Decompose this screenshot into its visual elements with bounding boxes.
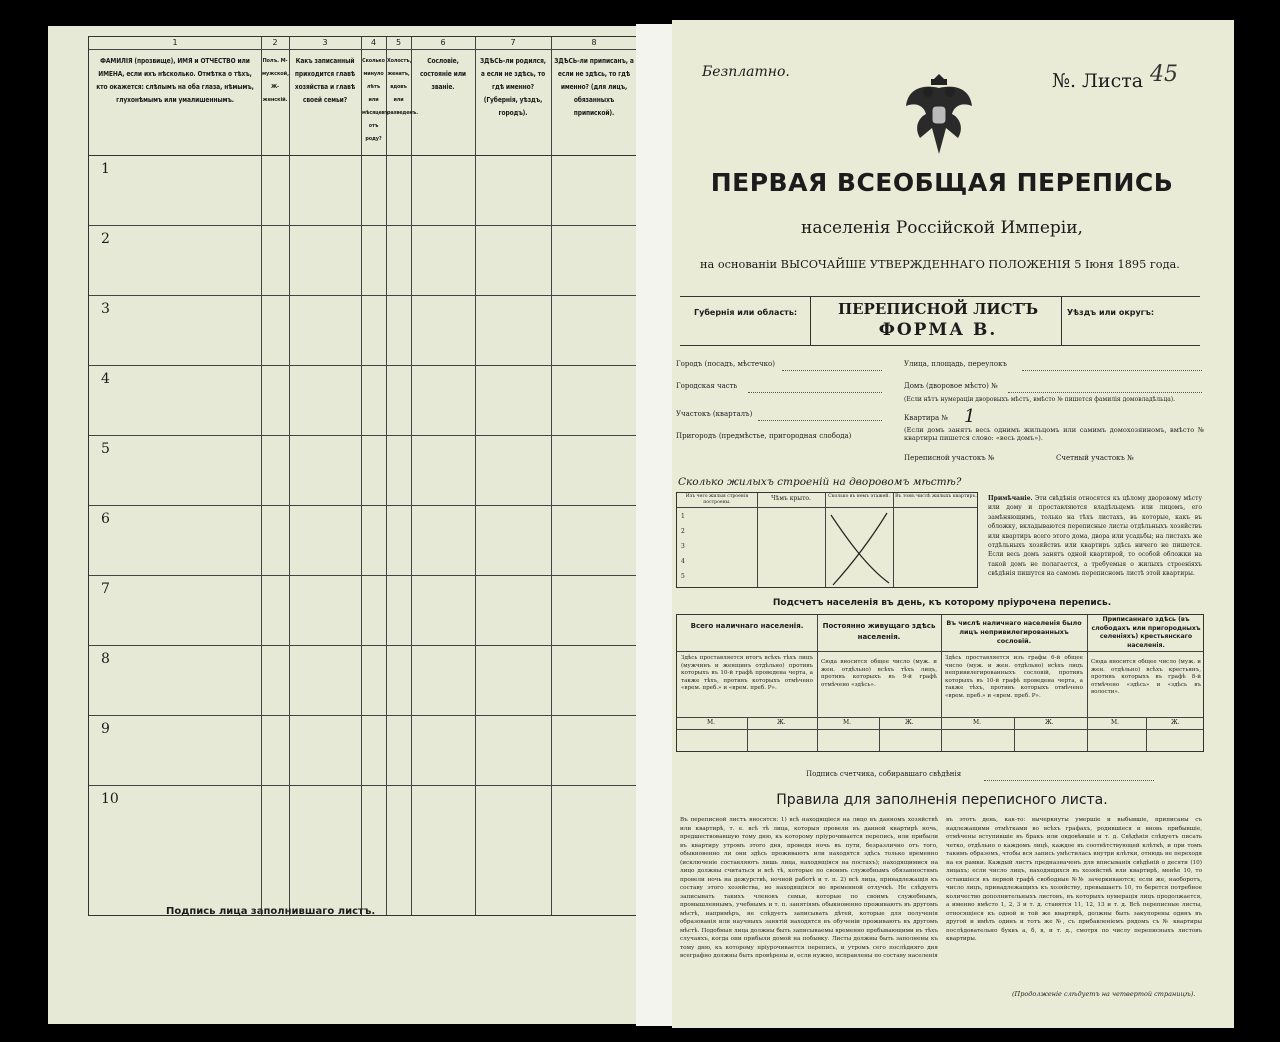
column-number: 3 xyxy=(322,38,328,47)
count-title: Подсчетъ населенія въ день, къ которому пріурочена перепись. xyxy=(772,598,1112,608)
column-number: 2 xyxy=(272,38,278,47)
buildings-table xyxy=(676,492,978,588)
column-divider xyxy=(941,615,942,751)
count-header-permanent: Постоянно живущаго здѣсь населенія. xyxy=(822,622,936,641)
rules-column-1: Въ переписной листъ вносятся: 1) всѣ находящіеся на лицо въ данномъ хозяйствѣ или квартирѣ, т. е. всѣ тѣ лица, которыя провели въ данной квартирѣ ночь, предшествовавшую тому дню, къ которому пріурочивается перепись, или прибыли въ квартиру утромъ этого дня, проведя ночь въ пути, безразлично отъ того, обыкновенно ли они здѣсь проживаютъ или находятся здѣсь только временно (исключеніе составляютъ лишь лица, находящіяся на постахъ); находящимися на лицо должны считаться и всѣ тѣ, которые по своимъ служебнымъ обязанностямъ провели ночь на дежурствѣ, ночной работѣ и т. п. 2) всѣ лица, принадлежащія къ составу этого хозяйства, но находящіяся во временной отлучкѣ. Не слѣдуетъ записывать такихъ членовъ семьи, которые по своимъ служебнымъ, промышленнымъ, учебнымъ и т. п. занятіямъ обыкновенно проживаютъ въ другомъ мѣстѣ, напримѣръ, не слѣдуетъ записывать дѣтей, которые для полученія образованія или научныхъ занятій находятся въ обученіи проживаютъ въ другомъ мѣстѣ. Подобныя лица должны быть записываемы временно пребывающими въ тѣхъ случаяхъ, когда они прибыли домой на побывку. Листы должны быть заполнены къ тому дню, къ которому пріурочивается перепись, и утромъ сего послѣдняго дня всеграфно должны быть провѣрены и, если нужно, исправлены по составу населенія xyxy=(680,817,938,959)
house-label: Домъ (дворовое мѣсто) № xyxy=(904,382,998,390)
column-number: 4 xyxy=(370,38,377,47)
counter-signature-label: Подпись счетчика, собиравшаго свѣдѣнія xyxy=(806,770,962,778)
column-divider xyxy=(411,37,412,915)
count-text-present: Здѣсь проставляется итогъ всѣхъ тѣхъ лицъ (мужчинъ и женщинъ отдѣльно) противъ которыхъ въ 10-й графѣ проведена черта, а также тѣхъ, противъ которыхъ отмѣчено «врем. преб.» и «врем. преб. Р». xyxy=(681,655,813,692)
street-label: Улица, площадь, переулокъ xyxy=(904,360,1007,368)
census-area-label: Переписной участокъ № xyxy=(904,454,995,462)
buildings-header-material: Изъ чего жилыя строенія построены. xyxy=(685,494,749,505)
city-part-label: Городская часть xyxy=(676,382,738,390)
rules-column-2: въ этотъ день, как-то: вычеркнуты умершіе и выбывшіе, приписаны съ надлежащими отмѣтками во всѣхъ графахъ, родившіеся и вновь прибывшіе, отмѣчены вступившіе въ бракъ или овдовѣвшіе и т. д. Свѣдѣнія слѣдуетъ писать четко, отдѣльно о каждомъ лицѣ, каждое въ соотвѣтствующей клѣткѣ, и при томъ такимъ образомъ, чтобы вся запись умѣстилась внутри клѣтки, отнюдь не переходя на ея рамки. Каждый листъ предназначенъ для вписыванія свѣдѣній о десяти (10) лицахъ; если число лицъ, находящихся въ хозяйствѣ или квартирѣ, менѣе 10, то оставшіеся въ первой графѣ свободные №№ зачеркиваются; если же, наоборотъ, число лицъ, принадлежащихъ къ хозяйству, превышаетъ 10, то берется потребное количество дополнительныхъ листовъ, въ которыхъ нумерація лицъ продолжается, а именно вмѣсто 1, 2, 3 и т. д. ставятся 11, 12, 13 и т. д. Всѣ переписные листы, относящіеся къ одной и той же квартирѣ, должны быть закупорены одинъ въ другой и имѣть одинъ и тотъ же №, съ прибавленіемъ рядомъ съ № квартиры послѣдовательно буквъ а, б, в, и т. д., смотря по числу переписныхъ листовъ квартиры. xyxy=(946,817,1202,942)
flat-note: (Если домъ занятъ весь однимъ жильцомъ или самимъ домохозяиномъ, вмѣсто № квартиры пишется слово: «весь домъ»). xyxy=(904,426,1204,442)
column-divider xyxy=(261,37,262,915)
column-divider xyxy=(747,717,748,751)
buildings-header-floors: Сколько въ немъ этажей. xyxy=(828,494,890,499)
legal-basis: на основаніи ВЫСОЧАЙШЕ УТВЕРЖДЕННАГО ПОЛОЖЕНІЯ 5 Іюня 1895 года. xyxy=(700,258,1180,271)
row-divider xyxy=(677,507,977,508)
count-text-peasants: Сюда вносится общее число (муж. и жен. отдѣльно) всѣхъ крестьянъ, противъ которыхъ въ графѣ 8-й отмѣчено «здѣсь» и «здѣсь въ волости». xyxy=(1091,659,1201,696)
persons-table xyxy=(88,36,638,916)
column-divider xyxy=(817,615,818,751)
count-header-unprivileged: Въ числѣ наличнаго населенія было лицъ непривилегированныхъ сословій. xyxy=(946,619,1082,645)
row-divider xyxy=(89,365,637,366)
row-divider xyxy=(89,785,637,786)
quarter-label: Участокъ (кварталъ) xyxy=(676,410,753,418)
count-text-permanent: Сюда вносится общее число (муж. и жен. отдѣльно) всѣхъ тѣхъ лицъ, противъ которыхъ въ 9-й графѣ отмѣчено «здѣсь». xyxy=(821,659,937,688)
city-label: Городъ (посадъ, мѣстечко) xyxy=(676,360,776,368)
row-number: 2 xyxy=(101,231,110,247)
left-page xyxy=(48,26,644,1024)
count-area-label: Счетный участокъ № xyxy=(1056,454,1134,462)
document-subtitle: населенія Россійской Имперіи, xyxy=(801,218,1083,238)
column-header-birthplace: ЗДѢСЬ-ли родился, а если не здѣсь, то гдѣ именно? (Губернія, уѣздъ, городъ). xyxy=(480,57,546,117)
column-divider xyxy=(1014,717,1015,751)
male-label: М. xyxy=(1111,719,1120,726)
document-title: ПЕРВАЯ ВСЕОБЩАЯ ПЕРЕПИСЬ xyxy=(710,168,1174,197)
column-number: 1 xyxy=(172,38,178,47)
male-label: М. xyxy=(843,719,852,726)
filler-signature-label: Подпись лица заполнившаго листъ. xyxy=(166,906,376,917)
form-subtitle: ФОРМА В. xyxy=(878,320,998,340)
buildings-row-number: 4 xyxy=(681,558,685,565)
header-divider xyxy=(89,155,637,156)
column-number: 5 xyxy=(395,38,402,47)
row-divider xyxy=(677,717,1203,718)
row-number: 3 xyxy=(101,301,110,317)
female-label: Ж. xyxy=(1045,719,1054,726)
street-field[interactable] xyxy=(1022,370,1202,371)
row-number: 8 xyxy=(101,651,110,667)
row-number: 5 xyxy=(101,441,110,457)
cross-out-mark xyxy=(827,509,893,587)
column-header-age: Сколько минуло лѣтъ или мѣсяцевъ отъ роду? xyxy=(362,58,389,142)
column-number: 7 xyxy=(510,38,516,47)
row-number: 1 xyxy=(101,161,110,177)
column-header-estate: Сословіе, состояніе или званіе. xyxy=(419,57,466,91)
female-label: Ж. xyxy=(777,719,786,726)
row-divider xyxy=(89,225,637,226)
note-title: Примѣчаніе. xyxy=(988,495,1033,502)
buildings-row-number: 1 xyxy=(681,513,685,520)
column-divider xyxy=(386,37,387,915)
column-divider xyxy=(475,37,476,915)
row-divider xyxy=(89,295,637,296)
female-label: Ж. xyxy=(905,719,914,726)
count-header-present: Всего наличнаго населенія. xyxy=(690,622,804,630)
header-number-divider xyxy=(89,49,637,50)
sheet-number-label: №. Листа xyxy=(1052,70,1144,92)
counter-signature-field[interactable] xyxy=(984,780,1154,781)
row-number: 4 xyxy=(101,371,110,387)
column-number: 6 xyxy=(440,38,446,47)
city-field[interactable] xyxy=(782,370,882,371)
free-label: Безплатно. xyxy=(702,64,790,80)
house-note: (Если нѣтъ нумераціи дворовыхъ мѣстъ, вмѣсто № пишется фамилія домовладѣльца). xyxy=(904,396,1176,403)
count-header-peasants: Приписаннаго здѣсь (въ слободахъ или пригородныхъ селеніяхъ) крестьянскаго населенія. xyxy=(1091,616,1201,649)
column-divider xyxy=(289,37,290,915)
rules-title: Правила для заполненія переписного листа. xyxy=(776,792,1108,808)
row-number: 6 xyxy=(101,511,110,527)
column-header-registration: ЗДѢСЬ-ли приписанъ, а если не здѣсь, то гдѣ именно? (для лицъ, обязанныхъ припиской). xyxy=(554,57,634,117)
row-divider xyxy=(89,575,637,576)
rules-continued-note: (Продолженіе слѣдуетъ на четвертой страницѣ). xyxy=(1012,990,1196,998)
row-divider xyxy=(677,651,1203,652)
column-header-relation: Какъ записанный приходится главѣ хозяйства и главѣ своей семьи? xyxy=(294,57,356,104)
house-field[interactable] xyxy=(1008,392,1202,393)
male-label: М. xyxy=(973,719,982,726)
suburb-label: Пригородъ (предмѣстье, пригородная слобода) xyxy=(676,432,852,440)
flat-value: 1 xyxy=(964,406,976,427)
column-header-marital: Холостъ, женатъ, вдовъ или разведенъ. xyxy=(387,58,418,116)
row-divider xyxy=(89,505,637,506)
column-header-sex: Полъ. М-мужской, Ж-женскій. xyxy=(262,58,289,103)
male-label: М. xyxy=(707,719,716,726)
row-divider xyxy=(677,729,1203,730)
sheet-number-value: 45 xyxy=(1150,62,1178,87)
buildings-row-number: 2 xyxy=(681,528,685,535)
row-divider xyxy=(89,645,637,646)
column-number: 8 xyxy=(591,38,597,47)
buildings-row-number: 3 xyxy=(681,543,685,550)
row-divider xyxy=(89,435,637,436)
imperial-eagle-icon xyxy=(902,66,976,158)
column-divider xyxy=(551,37,552,915)
buildings-header-roof: Чѣмъ крыто. xyxy=(771,495,811,502)
column-divider xyxy=(1146,717,1147,751)
province-label: Губернія или область: xyxy=(694,308,798,317)
buildings-header-flats: Въ томъ числѣ жилыхъ квартиръ. xyxy=(895,494,977,499)
column-divider xyxy=(879,717,880,751)
city-part-field[interactable] xyxy=(748,392,882,393)
quarter-field[interactable] xyxy=(758,420,882,421)
district-label: Уѣздъ или округъ: xyxy=(1067,308,1155,317)
column-divider xyxy=(1087,615,1088,751)
column-header-name: ФАМИЛІЯ (прозвище), ИМЯ и ОТЧЕСТВО или ИМЕНА, если ихъ нѣсколько. Отмѣтка о тѣхъ, кто окажется: слѣпымъ на оба глаза, нѣмымъ, глухонѣмымъ или умалишеннымъ. xyxy=(96,57,254,104)
count-table xyxy=(676,614,1204,752)
female-label: Ж. xyxy=(1171,719,1180,726)
row-number: 7 xyxy=(101,581,110,597)
form-title: ПЕРЕПИСНОЙ ЛИСТЪ xyxy=(837,300,1039,318)
buildings-question: Сколько жилыхъ строеній на дворовомъ мѣстѣ? xyxy=(678,476,962,488)
right-page xyxy=(672,20,1234,1028)
note-text xyxy=(988,494,1202,579)
row-divider xyxy=(89,715,637,716)
count-text-unprivileged: Здѣсь проставляется изъ графы 6-й общее число (муж. и жен. отдѣльно) всѣхъ лицъ непривилегированныхъ сословій, противъ которыхъ въ 10-й графѣ проведена черта, а также тѣхъ, противъ которыхъ отмѣчено «врем. преб.» и «врем. преб. Р». xyxy=(945,655,1083,699)
note-body: Эти свѣдѣнія относятся къ цѣлому дворовому мѣсту или дому и проставляются владѣльцемъ или лицомъ, его замѣняющимъ, только на тѣхъ листахъ, въ которые, какъ въ обложку, вкладываются переписные листы отдѣльныхъ хозяйствъ или квартиръ всего этого дома, двора или усадьбы; на листахъ же отдѣльныхъ хозяйствъ или квартиръ здѣсь ничего не пишется. Если весь домъ занятъ одной квартирой, то особой обложки на такой домъ не полагается, а требуемыя о жилыхъ строеніяхъ свѣдѣнія пишутся на самомъ переписномъ листѣ этой квартиры. xyxy=(988,495,1202,578)
column-divider xyxy=(361,37,362,915)
flat-label: Квартира № xyxy=(904,414,949,422)
buildings-row-number: 5 xyxy=(681,573,685,580)
row-number: 9 xyxy=(101,721,110,737)
row-number: 10 xyxy=(101,791,119,807)
